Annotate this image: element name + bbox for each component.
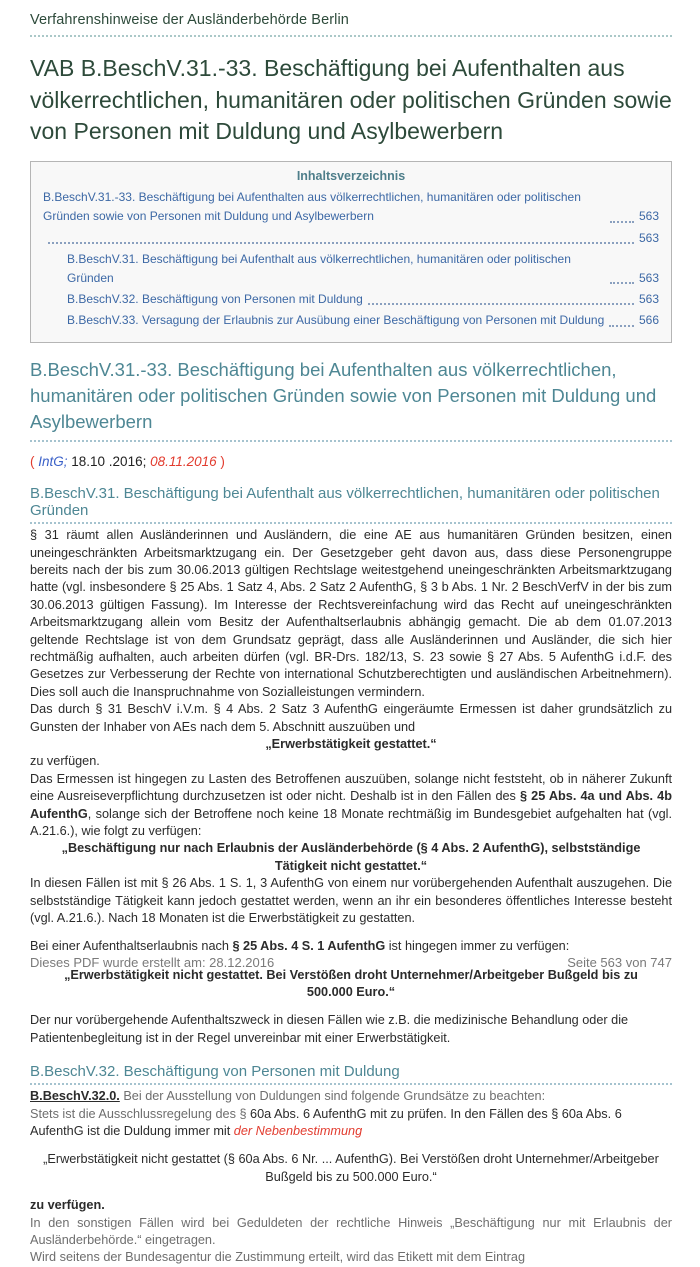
toc-entry xyxy=(43,188,659,226)
paragraph xyxy=(30,1197,672,1214)
page-title: VAB B.BeschV.31.-33. Beschäftigung bei Aufenthalten aus völkerrechtlichen, humanitären oder politischen Gründen sowie von Personen mit Duldung und Asylbewerbern xyxy=(30,55,672,145)
paragraph xyxy=(30,771,672,841)
table-of-contents xyxy=(30,161,672,342)
text-segment: „Erwerbstätigkeit nicht gestattet. Bei Verstößen droht Unternehmer/Arbeitgeber Bußgeld bis zu 500.000 Euro.“ xyxy=(64,967,638,1000)
paragraph xyxy=(30,938,672,955)
toc-page-number: 566 xyxy=(638,313,659,328)
centered-clause xyxy=(30,736,672,753)
toc-page-number: 563 xyxy=(638,270,659,285)
toc-list xyxy=(43,188,659,330)
text-segment: zu verfügen. xyxy=(30,1198,105,1213)
document-footer xyxy=(30,955,672,970)
intg-link[interactable]: IntG; xyxy=(38,454,68,470)
toc-entry xyxy=(43,311,659,330)
text-segment: „Erwerbstätigkeit gestattet.“ xyxy=(265,737,437,751)
text-segment: ist hingegen immer zu verfügen: xyxy=(385,939,570,954)
text-segment: Das Ermessen ist hingegen zu Lasten des Betroffenen auszuüben, solange nicht feststeht, ob in näherer Zukunft eine Ausreiseverpflichtung durchzusetzen ist oder nicht. Deshalb ist in den Fällen des xyxy=(30,771,672,804)
toc-dot-leader xyxy=(48,242,634,244)
text-segment: der Nebenbestimmung xyxy=(233,1124,363,1139)
text-segment: Bei der Ausstellung von Duldungen sind folgende Grundsätze zu beachten: xyxy=(119,1089,546,1104)
text-segment: „Erwerbstätigkeit nicht gestattet (§ 60a Abs. 6 Nr. ... AufenthG). Bei Verstößen droht Unternehmer/Arbeitgeber Bußgeld bis zu 500.000 Euro.“ xyxy=(43,1152,659,1184)
paragraph xyxy=(30,875,672,927)
text-segment: § 25 Abs. 4 S. 1 AufenthG xyxy=(232,939,386,954)
toc-page-number: 563 xyxy=(638,292,659,307)
centered-clause xyxy=(30,840,672,875)
text-segment: „Beschäftigung nur nach Erlaubnis der Ausländerbehörde (§ 4 Abs. 2 AufenthG), selbstständige Tätigkeit nicht gestattet.“ xyxy=(61,841,641,873)
meta-close-paren: ) xyxy=(216,454,225,470)
meta-open-paren: ( xyxy=(30,454,39,470)
toc-page-number: 563 xyxy=(638,209,659,224)
text-segment: B.BeschV.32.0. xyxy=(30,1089,120,1104)
revision-meta xyxy=(30,454,672,469)
text-segment: Stets ist die Ausschlussregelung des § xyxy=(30,1106,251,1121)
main-section-heading: B.BeschV.31.-33. Beschäftigung bei Aufenthalten aus völkerrechtlichen, humanitären oder politischen Gründen sowie von Personen mit Duldung und Asylbewerbern xyxy=(30,357,672,443)
text-segment: § 31 räumt allen Ausländerinnen und Ausländern, die eine AE aus humanitären Gründen besitzen, einen uneingeschränkten Arbeitsmarktzugang ein. Der Gesetzgeber geht davon aus, dass diese Personengruppe bereits nach der bis zum 30.06.2013 gültigen Rechtslage weitestgehend uneingeschränkten Arbeitsmarktzugang hatte (vgl. insbesondere § 25 Abs. 1 Satz 4, Abs. 2 Satz 2 AufenthG, § 3 b Abs. 1 Nr. 2 BeschVerfV in der bis zum 30.06.2013 gültigen Fassung). Im Interesse der Rechtsvereinfachung wird das Recht auf uneingeschränkten Arbeitsmarktzugang allein vom Besitz der Aufenthaltserlaubnis abhängig gemacht. Die ab dem 01.07.2013 geltende Rechtslage ist von dem Grundsatz geprägt, dass alle Ausländerinnen und Ausländer, die sich hier rechtmäßig aufhalten, auch arbeiten dürfen (vgl. BR-Drs. 182/13, S. 23 sowie § 27 Abs. 5 AufenthG i.d.F. des Gesetzes zur Verbesserung der Rechte von international Schutzberechtigten und ausländischen Arbeitnehmern). Dies soll auch die Inanspruchnahme von Sozialleistungen vermindern. xyxy=(30,528,672,699)
centered-clause xyxy=(30,1151,672,1186)
paragraph xyxy=(30,753,672,770)
site-title: Verfahrenshinweise der Ausländerbehörde Berlin xyxy=(30,12,349,28)
footer-created-date: Dieses PDF wurde erstellt am: 28.12.2016 xyxy=(30,955,275,970)
text-segment: Wird seitens der Bundesagentur die Zustimmung erteilt, wird das Etikett mit dem Eintrag xyxy=(30,1250,526,1265)
centered-clause xyxy=(30,967,672,1002)
paragraph xyxy=(30,1088,672,1140)
toc-entry-label[interactable]: B.BeschV.31. Beschäftigung bei Aufenthalt aus völkerrechtlichen, humanitären oder politischen Gründen xyxy=(67,251,571,285)
text-segment: 60a Abs. 6 AufenthG mit zu prüfen. In den Fällen des § 60a Abs. 6 AufenthG ist die Duldung immer mit xyxy=(30,1106,622,1139)
text-segment: § 25 Abs. 4a und Abs. 4b AufenthG xyxy=(30,789,672,821)
toc-dot-leader xyxy=(368,303,634,305)
text-segment: zu verfügen. xyxy=(30,754,100,769)
toc-entry-label[interactable]: B.BeschV.33. Versagung der Erlaubnis zur Ausübung einer Beschäftigung von Personen mit Duldung xyxy=(67,313,605,328)
paragraph xyxy=(30,701,672,736)
text-segment: In diesen Fällen ist mit § 26 Abs. 1 S. 1, 3 AufenthG von einem nur vorübergehenden Aufenthalt auszugehen. Die selbstständige Tätigkeit kann jedoch gestattet werden, wenn an ihr ein besonderes öffentliches Interesse besteht (vgl. A.21.6.). Nach 18 Monaten ist die Erwerbstätigkeit zu gestatten. xyxy=(30,876,672,925)
toc-entry-label[interactable]: B.BeschV.32. Beschäftigung von Personen mit Duldung xyxy=(67,292,363,307)
text-segment: , solange sich der Betroffene noch keine 18 Monate rechtmäßig im Bundesgebiet aufgehalten hat (vgl. A.21.6.), wie folgt zu verfügen: xyxy=(30,806,672,838)
section-heading: B.BeschV.31. Beschäftigung bei Aufenthalt aus völkerrechtlichen, humanitären oder politischen Gründen xyxy=(30,485,672,524)
footer-page-info: Seite 563 von 747 xyxy=(567,955,672,970)
toc-entry xyxy=(43,290,659,309)
document-header xyxy=(30,12,672,37)
section-heading: B.BeschV.32. Beschäftigung von Personen mit Duldung xyxy=(30,1063,672,1085)
toc-title: Inhaltsverzeichnis xyxy=(296,169,406,184)
text-segment: Der nur vorübergehende Aufenthaltszweck in diesen Fällen wie z.B. die medizinische Behandlung oder die Patientenbegleitung ist in der Regel unvereinbar mit einer Erwerbstätigkeit. xyxy=(30,1013,629,1045)
toc-entry xyxy=(43,229,659,248)
toc-dot-leader xyxy=(610,221,634,223)
toc-dot-leader xyxy=(609,325,634,327)
meta-red-date: 08.11.2016 xyxy=(150,454,217,470)
toc-entry xyxy=(43,250,659,288)
paragraph xyxy=(30,527,672,701)
document-body xyxy=(30,485,672,1266)
paragraph xyxy=(30,1249,672,1266)
meta-dates: 18.10 .2016; xyxy=(67,454,151,470)
toc-page-number: 563 xyxy=(638,230,659,245)
text-segment: Das durch § 31 BeschV i.V.m. § 4 Abs. 2 Satz 3 AufenthG eingeräumte Ermessen ist daher grundsätzlich zu Gunsten der Inhaber von AEs nach dem 5. Abschnitt auszuüben und xyxy=(30,702,672,734)
paragraph xyxy=(30,1012,672,1047)
toc-entry-label[interactable]: B.BeschV.31.-33. Beschäftigung bei Aufenthalten aus völkerrechtlichen, humanitären oder politischen Gründen sowie von Personen mit Duldung und Asylbewerbern xyxy=(43,190,581,224)
text-segment: Bei einer Aufenthaltserlaubnis nach xyxy=(30,939,233,954)
paragraph xyxy=(30,1215,672,1250)
text-segment: In den sonstigen Fällen wird bei Geduldeten der rechtliche Hinweis „Beschäftigung nur mit Erlaubnis der Ausländerbehörde.“ eingetragen. xyxy=(30,1215,672,1247)
toc-dot-leader xyxy=(610,282,634,284)
